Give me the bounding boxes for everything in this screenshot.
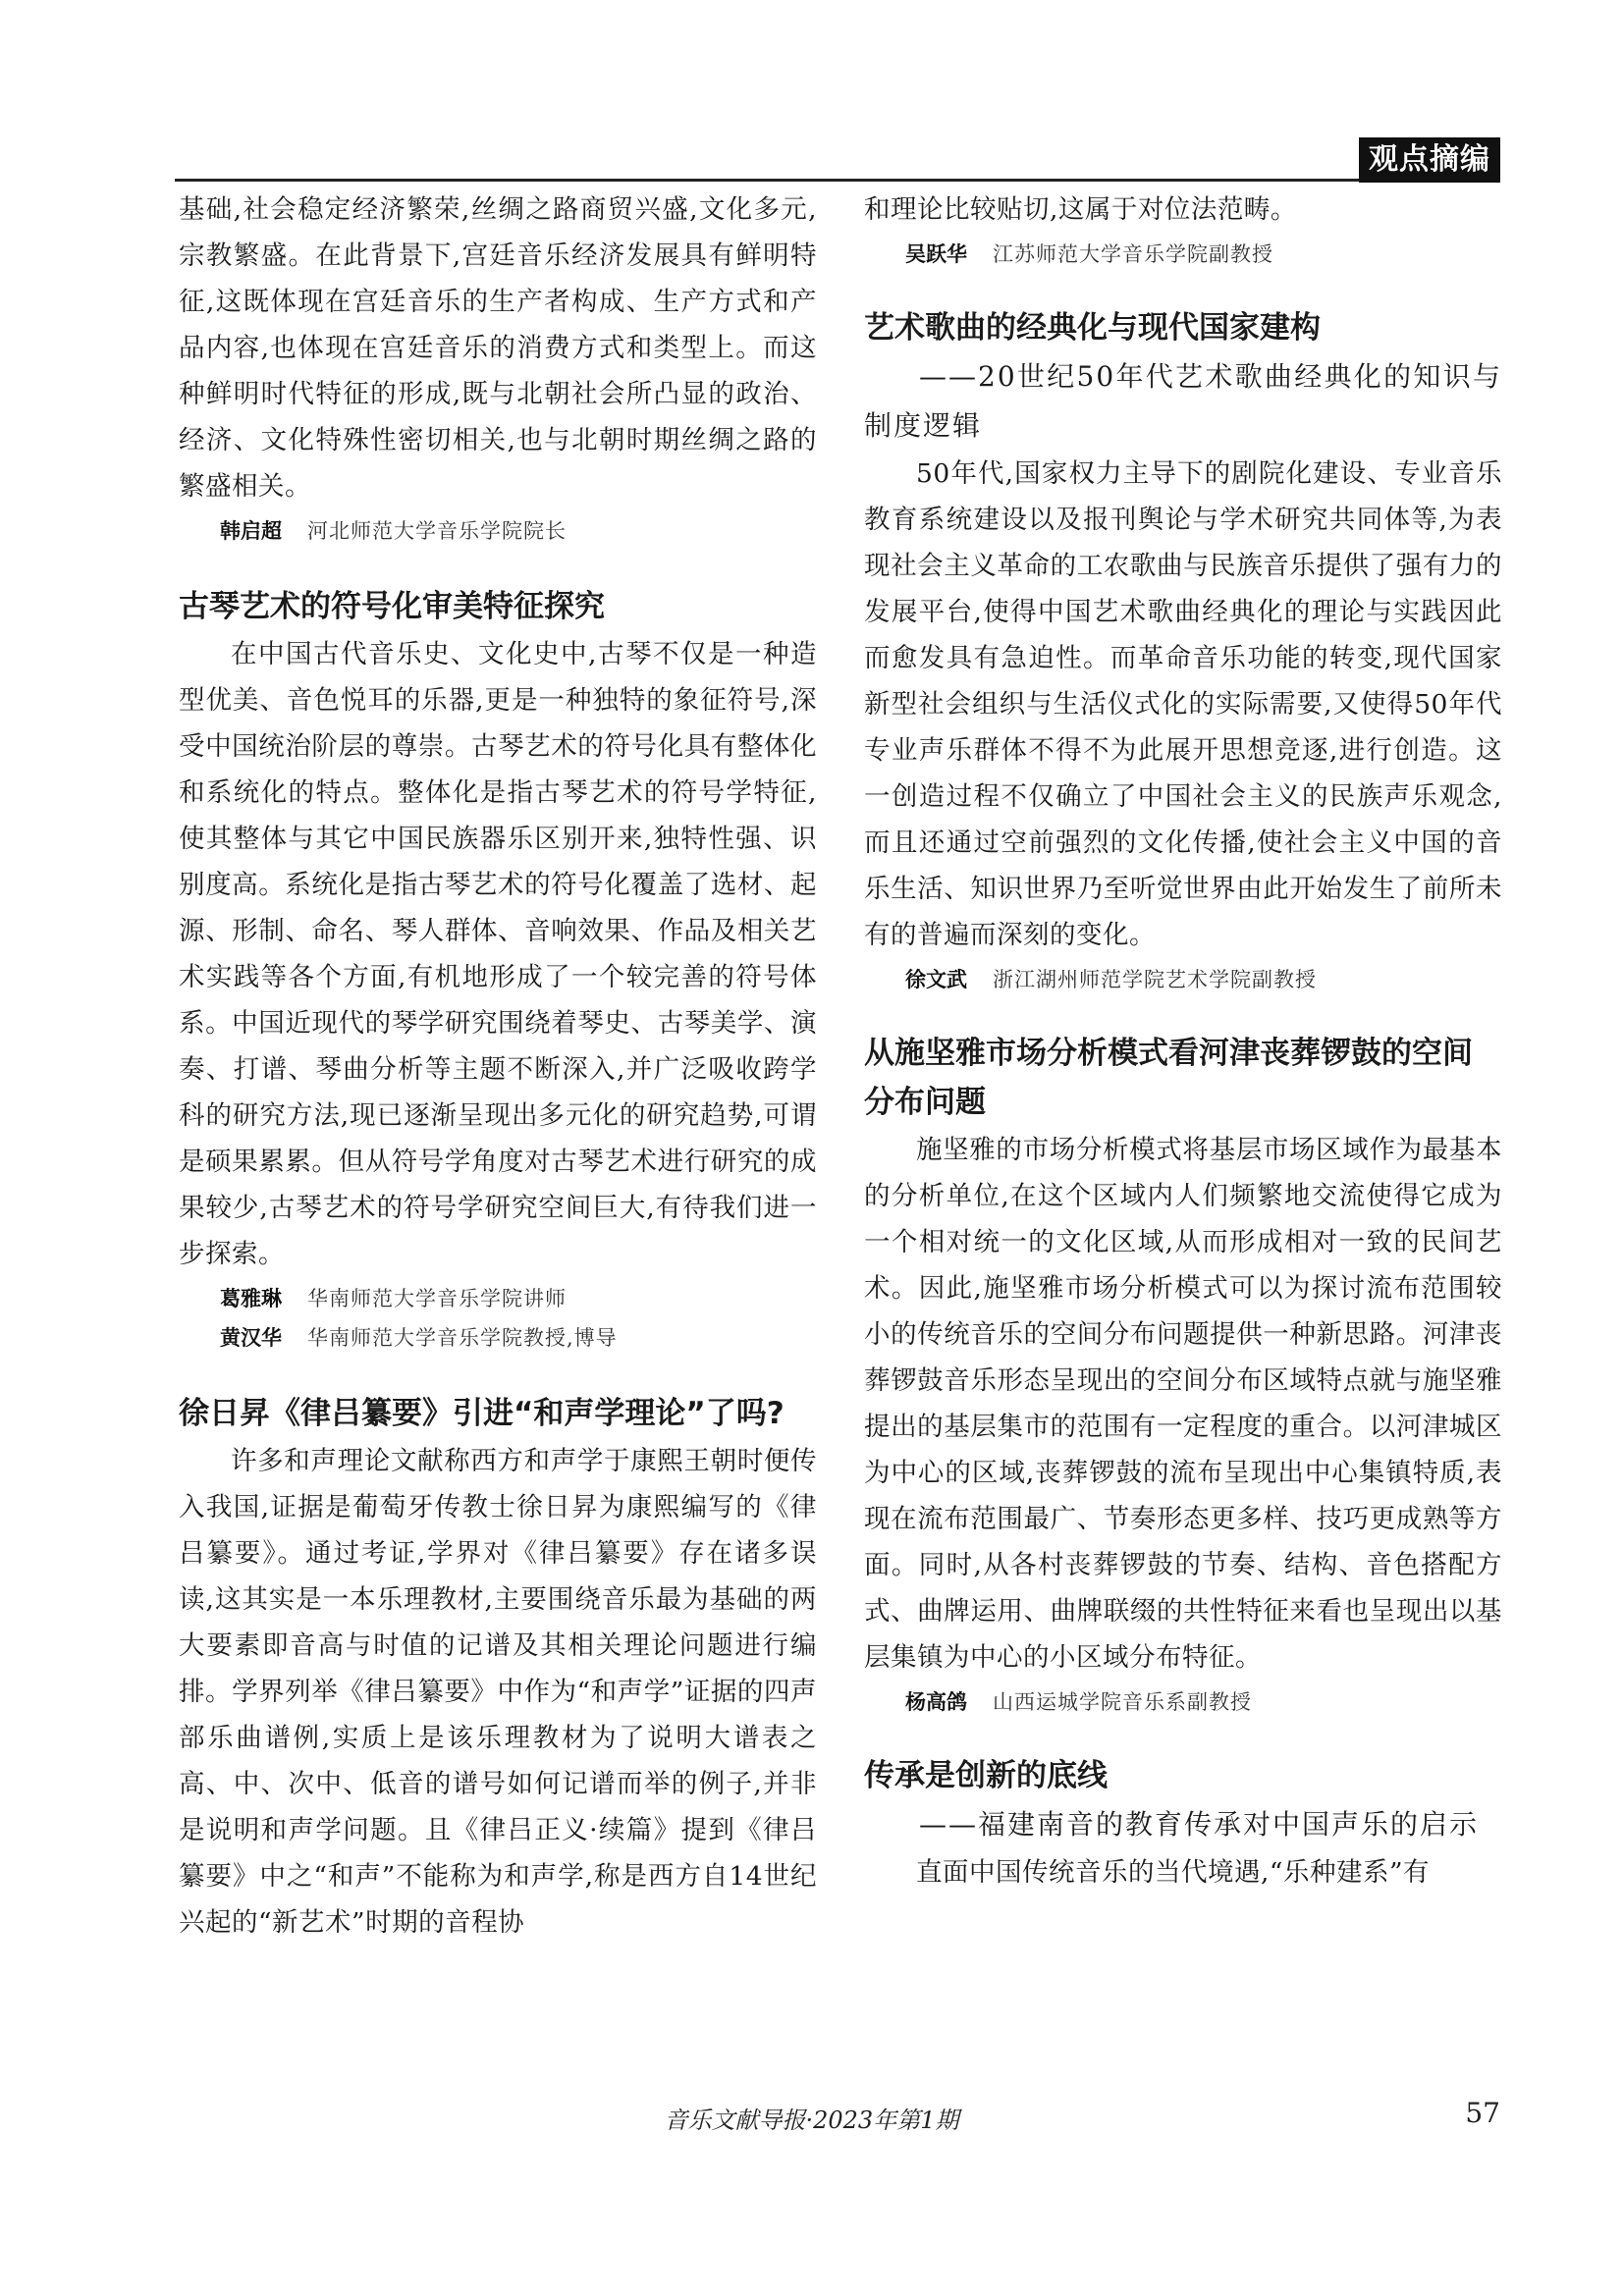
article-body: 许多和声理论文献称西方和声学于康熙王朝时便传入我国,证据是葡萄牙传教士徐日昇为康熙编写的《律吕纂要》。通过考证,学界对《律吕纂要》存在诸多误读,这其实是一本乐理教材,主要围绕音乐最为基础的两大要素即音高与时值的记谱及其相关理论问题进行编排。学界列举《律吕纂要》中作为“和声学”证据的四声部乐曲谱例,实质上是该乐理教材为了说明大谱表之高、中、次中、低音的谱号如何记谱而举的例子,并非是说明和声学问题。且《律吕正义·续篇》提到《律吕纂要》中之“和声”不能称为和声学,称是西方自14世纪兴起的“新艺术”时期的音程协 xyxy=(179,1446,817,1938)
right-column xyxy=(864,187,1502,1896)
article-body: 施坚雅的市场分析模式将基层市场区域作为最基本的分析单位,在这个区域内人们频繁地交流使得它成为一个相对统一的文化区域,从而形成相对一致的民间艺术。因此,施坚雅市场分析模式可以为探讨流布范围较小的传统音乐的空间分布问题提供一种新思路。河津丧葬锣鼓音乐形态呈现出的空间分布区域特点就与施坚雅提出的基层集市的范围有一定程度的重合。以河津城区为中心的区域,丧葬锣鼓的流布呈现出中心集镇特质,表现在流布范围最广、节奏形态更多样、技巧更成熟等方面。同时,从各村丧葬锣鼓的节奏、结构、音色搭配方式、曲牌运用、曲牌联缀的共性特征来看也呈现出以基层集镇为中心的小区域分布特征。 xyxy=(864,1135,1502,1673)
author-line xyxy=(179,1318,817,1358)
journal-footer: 音乐文献导报·2023年第1期 xyxy=(664,2107,959,2134)
author-name: 葛雅琳 xyxy=(220,1287,282,1310)
article-subtitle: ——福建南音的教育传承对中国声乐的启示 xyxy=(919,1808,1480,1841)
article-subtitle: ——20世纪50年代艺术歌曲经典化的知识与制度逻辑 xyxy=(864,360,1502,442)
author-name: 杨高鸽 xyxy=(905,1690,967,1714)
author-affiliation: 华南师范大学音乐学院教授,博导 xyxy=(307,1326,618,1350)
author-line xyxy=(864,960,1502,999)
author-affiliation: 浙江湖州师范学院艺术学院副教授 xyxy=(993,968,1317,991)
author-line xyxy=(864,235,1502,274)
author-name: 韩启超 xyxy=(220,519,282,543)
page-number: 57 xyxy=(1465,2097,1500,2129)
author-affiliation: 河北师范大学音乐学院院长 xyxy=(307,519,567,543)
author-line xyxy=(864,1682,1502,1722)
article-title: 徐日昇《律吕纂要》引进“和声学理论”了吗? xyxy=(179,1396,784,1431)
author-line xyxy=(179,511,817,551)
section-tag: 观点摘编 xyxy=(1359,137,1500,183)
author-name: 吴跃华 xyxy=(905,242,967,266)
header-rule xyxy=(175,179,1500,182)
article-body: 50年代,国家权力主导下的剧院化建设、专业音乐教育系统建设以及报刊舆论与学术研究共同体等,为表现社会主义革命的工农歌曲与民族音乐提供了强有力的发展平台,使得中国艺术歌曲经典化的理论与实践因此而愈发具有急迫性。而革命音乐功能的转变,现代国家新型社会组织与生活仪式化的实际需要,又使得50年代专业声乐群体不得不为此展开思想竞逐,进行创造。这一创造过程不仅确立了中国社会主义的民族声乐观念,而且还通过空前强烈的文化传播,使社会主义中国的音乐生活、知识世界乃至听觉世界由此开始发生了前所未有的普遍而深刻的变化。 xyxy=(864,458,1502,950)
author-name: 黄汉华 xyxy=(220,1326,282,1350)
article-body: 和理论比较贴切,这属于对位法范畴。 xyxy=(864,194,1297,225)
article-title: 艺术歌曲的经典化与现代国家建构 xyxy=(864,310,1321,346)
article-title: 传承是创新的底线 xyxy=(864,1758,1108,1793)
left-column xyxy=(179,187,817,1946)
author-affiliation: 江苏师范大学音乐学院副教授 xyxy=(993,242,1273,266)
article-body: 直面中国传统音乐的当代境遇,“乐种建系”有 xyxy=(916,1857,1431,1888)
author-affiliation: 华南师范大学音乐学院讲师 xyxy=(307,1287,567,1310)
author-affiliation: 山西运城学院音乐系副教授 xyxy=(993,1690,1252,1714)
article-body: 基础,社会稳定经济繁荣,丝绸之路商贸兴盛,文化多元,宗教繁盛。在此背景下,宫廷音乐经济发展具有鲜明特征,这既体现在宫廷音乐的生产者构成、生产方式和产品内容,也体现在宫廷音乐的消费方式和类型上。而这种鲜明时代特征的形成,既与北朝社会所凸显的政治、经济、文化特殊性密切相关,也与北朝时期丝绸之路的繁盛相关。 xyxy=(179,194,817,502)
author-name: 徐文武 xyxy=(905,968,967,991)
article-title: 从施坚雅市场分析模式看河津丧葬锣鼓的空间分布问题 xyxy=(864,1036,1473,1120)
author-line xyxy=(179,1279,817,1318)
article-title: 古琴艺术的符号化审美特征探究 xyxy=(179,589,605,624)
article-body: 在中国古代音乐史、文化史中,古琴不仅是一种造型优美、音色悦耳的乐器,更是一种独特的象征符号,深受中国统治阶层的尊崇。古琴艺术的符号化具有整体化和系统化的特点。整体化是指古琴艺术的符号学特征,使其整体与其它中国民族器乐区别开来,独特性强、识别度高。系统化是指古琴艺术的符号化覆盖了选材、起源、形制、命名、琴人群体、音响效果、作品及相关艺术实践等各个方面,有机地形成了一个较完善的符号体系。中国近现代的琴学研究围绕着琴史、古琴美学、演奏、打谱、琴曲分析等主题不断深入,并广泛吸收跨学科的研究方法,现已逐渐呈现出多元化的研究趋势,可谓是硕果累累。但从符号学角度对古琴艺术进行研究的成果较少,古琴艺术的符号学研究空间巨大,有待我们进一步探索。 xyxy=(179,639,817,1269)
